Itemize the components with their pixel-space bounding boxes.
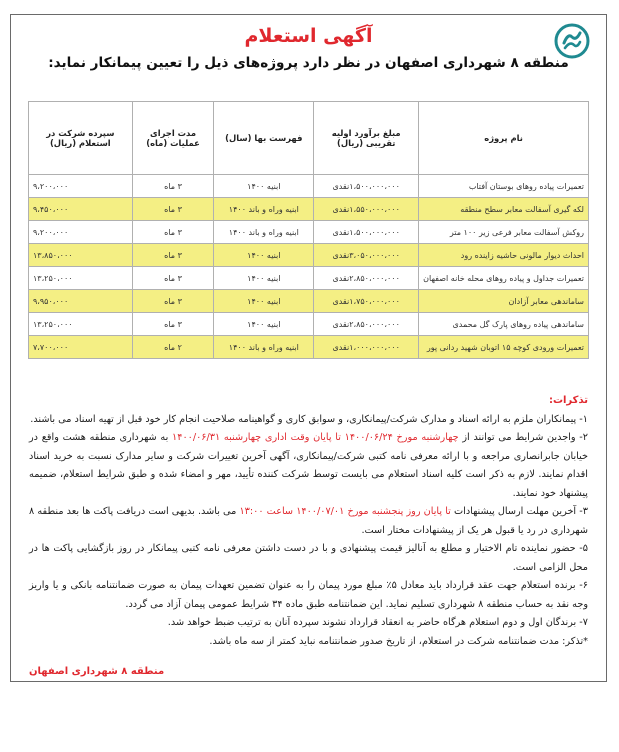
cell-duration: ۳ ماه (132, 175, 214, 198)
cell-rate-list: ابنیه وراه و باند ۱۴۰۰ (214, 221, 314, 244)
cell-estimate: ۱،۵۰۰،۰۰۰،۰۰۰نقدی (314, 175, 419, 198)
cell-estimate: ۱،۵۵۰،۰۰۰،۰۰۰نقدی (314, 198, 419, 221)
table-row (29, 336, 589, 359)
cell-deposit: ۹،۹۵۰،۰۰۰ (29, 290, 133, 313)
cell-project-name: ساماندهی پیاده روهای پارک گل محمدی (419, 313, 589, 336)
table-row (29, 198, 589, 221)
cell-duration: ۲ ماه (132, 336, 214, 359)
cell-project-name: تعمیرات جداول و پیاده روهای محله خانه اصفهان (419, 267, 589, 290)
cell-rate-list: ابنیه ۱۴۰۰ (214, 267, 314, 290)
header-rate-list: فهرست بها (سال) (214, 102, 314, 175)
note-7: ۷- برندگان اول و دوم استعلام هرگاه حاضر به انعقاد قرارداد نشوند سپرده آنان به ترتیب ضبط خواهد شد. (167, 617, 588, 628)
cell-duration: ۳ ماه (132, 221, 214, 244)
signature: منطقه ۸ شهرداری اصفهان (29, 666, 165, 677)
note-1: ۱- پیمانکاران ملزم به ارائه اسناد و مدارک شرکت/پیمانکاری، و سوابق کاری و گواهینامه صلاحیت انجام کار خود قبل از تهیه اسناد می باشند. (30, 413, 588, 425)
cell-project-name: تعمیرات پیاده روهای بوستان آفتاب (419, 175, 589, 198)
header-duration: مدت اجرای عملیات (ماه) (132, 102, 214, 175)
cell-estimate: ۱،۵۰۰،۰۰۰،۰۰۰نقدی (314, 221, 419, 244)
cell-project-name: تعمیرات ورودی کوچه ۱۵ اتوبان شهید ردانی پور (419, 336, 589, 359)
cell-rate-list: ابنیه ۱۴۰۰ (214, 313, 314, 336)
cell-project-name: ساماندهی معابر آزادان (419, 290, 589, 313)
cell-deposit: ۱۳،۸۵۰،۰۰۰ (29, 244, 133, 267)
note-8: *تذکر: مدت ضمانتنامه شرکت در استعلام، از تاریخ صدور ضمانتنامه نباید کمتر از سه ماه باشد. (209, 635, 588, 647)
cell-deposit: ۷،۷۰۰،۰۰۰ (29, 336, 133, 359)
cell-deposit: ۹،۴۵۰،۰۰۰ (29, 198, 133, 221)
cell-duration: ۳ ماه (132, 290, 214, 313)
table-header-row (29, 102, 589, 175)
note-3-deadline: تا پایان روز پنجشنبه مورخ ۱۴۰۰/۰۷/۰۱ ساعت ۱۳:۰۰ (239, 506, 451, 517)
header-project-name: نام پروژه (419, 102, 589, 175)
notice-subtitle: منطقه ۸ شهرداری اصفهان در نظر دارد پروژه‌های ذیل را تعیین پیمانکار نماید: (48, 55, 569, 71)
notice-frame (10, 14, 607, 682)
cell-deposit: ۱۳،۲۵۰،۰۰۰ (29, 313, 133, 336)
cell-project-name: لکه گیری آسفالت معابر سطح منطقه (419, 198, 589, 221)
cell-duration: ۳ ماه (132, 198, 214, 221)
cell-project-name: احداث دیوار مالونی حاشیه زاینده رود (419, 244, 589, 267)
cell-duration: ۳ ماه (132, 313, 214, 336)
table-row (29, 244, 589, 267)
notes-heading: تذکرات: (548, 395, 588, 406)
table-row (29, 313, 589, 336)
header-estimate: مبلغ برآورد اولیه تقریبی (ریال) (314, 102, 419, 175)
cell-rate-list: ابنیه ۱۴۰۰ (214, 175, 314, 198)
note-2-text-start: ۲- واجدین شرایط می توانند از (458, 432, 588, 443)
note-2-text-end: به شهرداری منطقه هشت واقع در خیابان جابرانصاری مراجعه و با ارائه معرفی نامه کتبی شرکت/پیمانکاری، آگهی آخرین تغییرات شرکت و سایر مدارک نسبت به خرید اسناد اقدام نمایند. لازم به ذکر است کلیه اسناد استعلام می بایست توسط شرکت کننده تأیید، مهر و امضاء شده و طبق شرایط استعلام، ضمیمه پیشنهاد خود نمایند. (29, 432, 588, 499)
header-deposit: سپرده شرکت در استعلام (ریال) (29, 102, 133, 175)
cell-estimate: ۱،۷۵۰،۰۰۰،۰۰۰نقدی (314, 290, 419, 313)
cell-estimate: ۲،۸۵۰،۰۰۰،۰۰۰نقدی (314, 267, 419, 290)
cell-duration: ۳ ماه (132, 267, 214, 290)
cell-project-name: روکش آسفالت معابر فرعی زیر ۱۰۰ متر (419, 221, 589, 244)
note-5: ۵- حضور نماینده تام الاختیار و مطلع به آنالیز قیمت پیشنهادی و با در دست داشتن معرفی نامه کتبی پیمانکار در روز بازگشایی پاکت ها در محل الزامی است. (29, 543, 588, 573)
cell-estimate: ۲،۸۵۰،۰۰۰،۰۰۰نقدی (314, 313, 419, 336)
cell-deposit: ۱۳،۲۵۰،۰۰۰ (29, 267, 133, 290)
cell-duration: ۳ ماه (132, 244, 214, 267)
table-row (29, 267, 589, 290)
cell-rate-list: ابنیه وراه و باند ۱۴۰۰ (214, 336, 314, 359)
cell-deposit: ۹،۲۰۰،۰۰۰ (29, 221, 133, 244)
cell-estimate: ۱،۰۰۰،۰۰۰،۰۰۰نقدی (314, 336, 419, 359)
note-2 (29, 429, 588, 503)
note-6: ۶- برنده استعلام جهت عقد قرارداد باید معادل ۵٪ مبلغ مورد پیمان را به عنوان تضمین تعهدات پیمان به صورت ضمانتنامه بانکی و یا واریز وجه نقد به حساب منطقه ۸ شهرداری تسلیم نماید. این ضمانتنامه طبق ماده ۳۴ شرایط عمومی پیمان آزاد می گردد. (29, 580, 588, 610)
note-2-dates: چهارشنبه مورخ ۱۴۰۰/۰۶/۲۴ تا پایان وقت اداری چهارشنبه ۱۴۰۰/۰۶/۳۱ (172, 432, 459, 443)
table-row (29, 175, 589, 198)
cell-deposit: ۹،۲۰۰،۰۰۰ (29, 175, 133, 198)
note-3 (29, 503, 588, 540)
cell-estimate: ۳،۰۵۰،۰۰۰،۰۰۰نقدی (314, 244, 419, 267)
cell-rate-list: ابنیه ۱۴۰۰ (214, 290, 314, 313)
projects-table (28, 101, 589, 359)
note-3-text-start: ۳- آخرین مهلت ارسال پیشنهادات (450, 506, 588, 517)
note-3-text-end: می باشد. بدیهی است دریافت پاکت ها بعد منطقه ۸ شهرداری در رد یا قبول هر یک از پیشنهادات مختار است. (29, 506, 588, 536)
notice-title: آگهی استعلام (244, 25, 373, 47)
cell-rate-list: ابنیه ۱۴۰۰ (214, 244, 314, 267)
cell-rate-list: ابنیه وراه و باند ۱۴۰۰ (214, 198, 314, 221)
table-row (29, 221, 589, 244)
notes-section (29, 392, 588, 651)
table-row (29, 290, 589, 313)
